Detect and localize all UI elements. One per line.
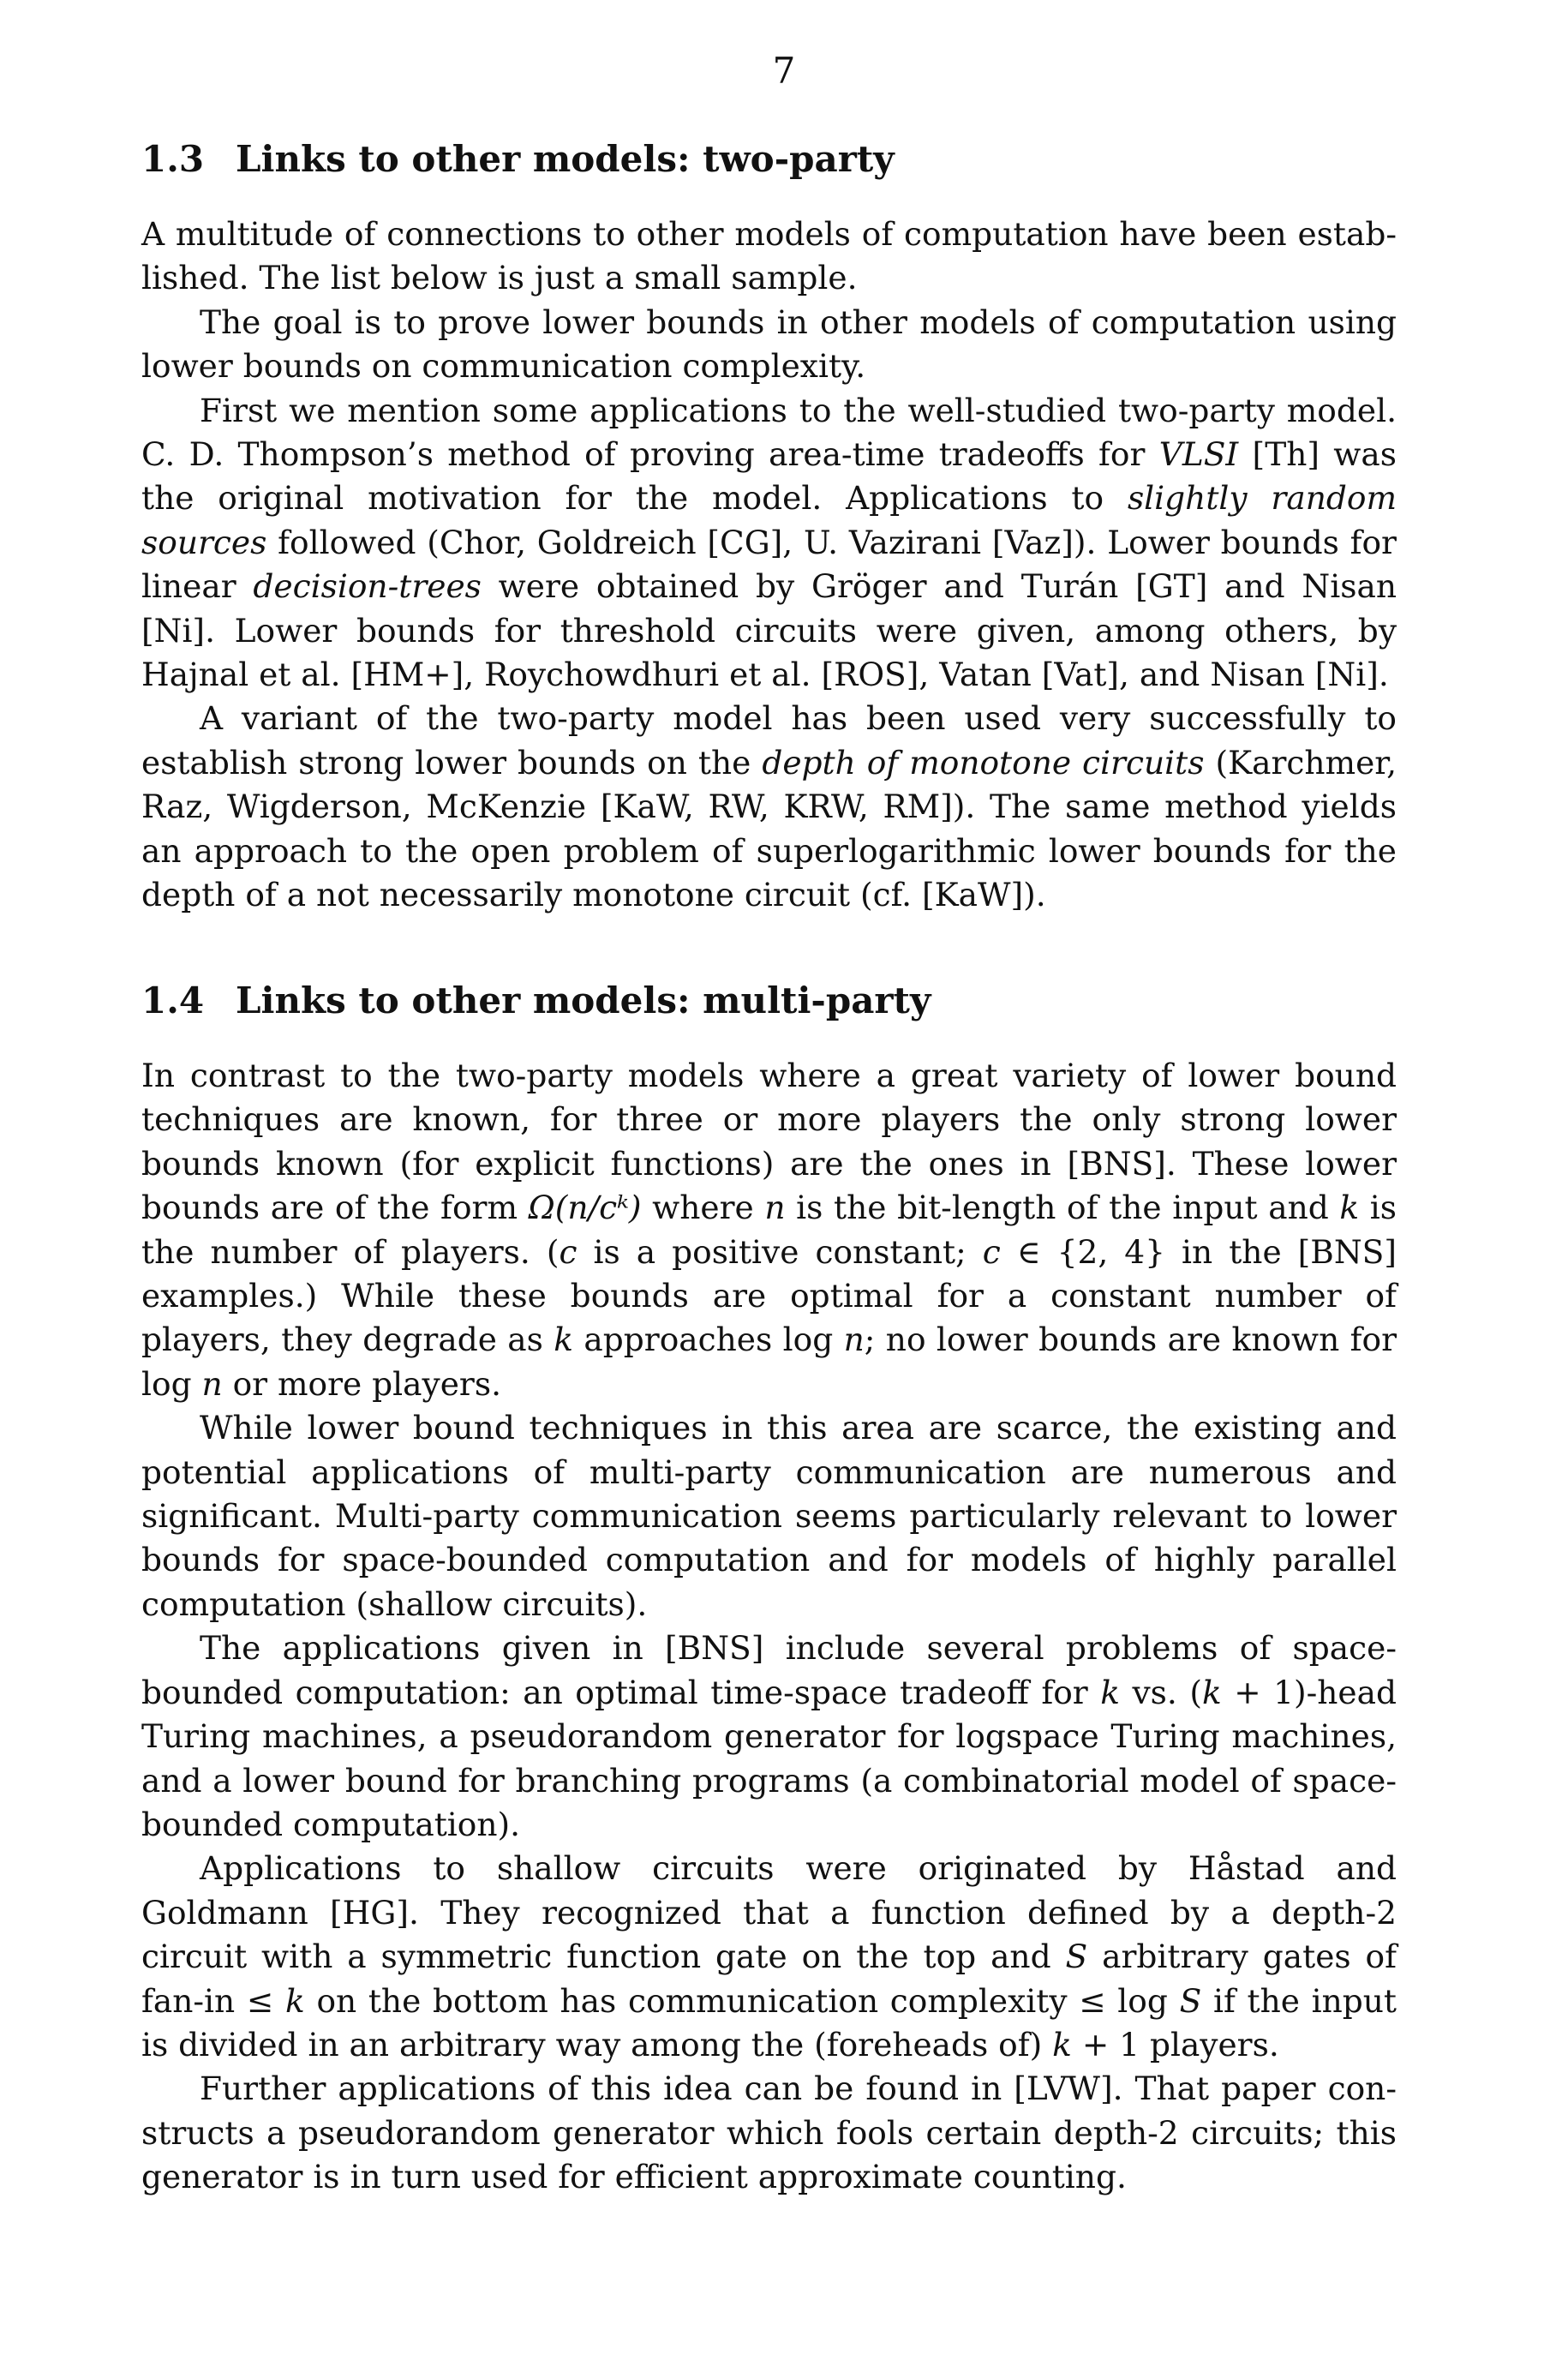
italic-text: n	[843, 1321, 865, 1359]
text-run: were obtained by Gröger and Turán [GT] and Nisan [Ni]. Lower bounds for threshold circuits were given, among others, by Hajnal et al. [HM+], Roychowdhuri et al. [ROS], Vatan [Vat], and Nisan [Ni].	[141, 567, 1397, 694]
text-run: + 1 players.	[1071, 2025, 1279, 2064]
section-body	[141, 213, 1397, 918]
text-run: A multitude of connections to other models of computation have been established. The list below is just a small sample.	[141, 215, 1397, 297]
text-run: followed (Chor, Goldreich [CG], U. Vazirani [Vaz]). Lower bounds for linear	[141, 523, 1397, 606]
section-1-4	[141, 977, 1397, 2200]
text-run: or more players.	[222, 1364, 501, 1403]
paragraph	[141, 1626, 1397, 1847]
italic-text: k	[1100, 1673, 1120, 1711]
text-run: is the bit-length of the input and	[785, 1189, 1340, 1227]
italic-text: decision-trees	[253, 567, 482, 606]
text-run: ; no lower bounds are known for log	[141, 1321, 1397, 1403]
text-run: is a positive constant;	[577, 1232, 983, 1271]
section-heading	[141, 135, 1397, 183]
text-run: First we mention some applications to the well-studied two-party model. C. D. Thompson’s method of proving area-time tradeoffs for	[141, 391, 1397, 474]
text-run: [Th] was the original motivation for the model. Applications to	[141, 435, 1397, 518]
section-heading	[141, 977, 1397, 1025]
text-run: if the input is divided in an arbitrary way among the (foreheads of)	[141, 1981, 1397, 2064]
italic-text: k	[1052, 2025, 1072, 2064]
text-run: The applications given in [BNS] include several problems of space-bounded computation: an optimal time-space tradeoff for	[141, 1629, 1397, 1711]
italic-text: c	[982, 1232, 1001, 1271]
italic-text: S	[1065, 1938, 1088, 1976]
paragraph	[141, 2067, 1397, 2199]
section-1-3	[141, 135, 1397, 918]
italic-text: slightly random sources	[141, 479, 1397, 561]
paragraph	[141, 1847, 1397, 2067]
paragraph	[141, 301, 1397, 389]
text-run: A variant of the two-party model has been used very successfully to establish strong lower bounds on the	[141, 699, 1397, 782]
italic-text: c	[559, 1232, 578, 1271]
paragraph	[141, 389, 1397, 698]
text-run: While lower bound techniques in this area are scarce, the existing and potential applications of multi-party communication are numerous and significant. Multi-party communication seems particularly relevant to lower bounds for space-bounded computation and for models of highly parallel computation (shallow circuits).	[141, 1409, 1397, 1623]
text-run: on the bottom has communication complexity ≤ log	[304, 1981, 1180, 2020]
section-body	[141, 1054, 1397, 2200]
italic-text: depth of monotone circuits	[762, 743, 1205, 782]
page-number: 7	[772, 50, 796, 92]
paragraph	[141, 1054, 1397, 1406]
text-run: is the number of players. (	[141, 1189, 1397, 1271]
text-run: Further applications of this idea can be found in [LVW]. That paper constructs a pseudorandom generator which fools certain depth-2 circuits; this generator is in turn used for efficient approximate counting.	[141, 2070, 1397, 2196]
text-run: ∈ {2, 4} in the [BNS] examples.) While these bounds are optimal for a constant number of players, they degrade as	[141, 1232, 1397, 1359]
text-run: (Karchmer, Raz, Wigderson, McKenzie [KaW, RW, KRW, RM]). The same method yields an approach to the open problem of superlogarithmic lower bounds for the depth of a not necessarily monotone circuit (cf. [KaW]).	[141, 743, 1397, 914]
text-run: arbitrary gates of fan-in ≤	[141, 1938, 1397, 2020]
italic-text: k	[1201, 1673, 1222, 1711]
italic-text: Ω(n/cᵏ)	[528, 1189, 642, 1227]
section-title: Links to other models: two-party	[236, 138, 895, 180]
text-run: Applications to shallow circuits were originated by Håstad and Goldmann [HG]. They recognized that a function defined by a depth-2 circuit with a symmetric function gate on the top and	[141, 1849, 1397, 1976]
italic-text: n	[201, 1364, 223, 1403]
section-number: 1.3	[141, 138, 205, 180]
paragraph	[141, 213, 1397, 301]
text-run: approaches log	[573, 1321, 844, 1359]
paragraph	[141, 697, 1397, 917]
italic-text: k	[285, 1981, 305, 2020]
section-title: Links to other models: multi-party	[236, 979, 931, 1021]
text-run: where	[641, 1189, 765, 1227]
paragraph	[141, 1406, 1397, 1626]
section-number: 1.4	[141, 979, 205, 1021]
text-run: In contrast to the two-party models where a great variety of lower bound techniques are known, for three or more players the only strong lower bounds known (for explicit functions) are the ones in [BNS]. These lower bounds are of the form	[141, 1057, 1397, 1227]
text-run: vs. (	[1119, 1673, 1202, 1711]
italic-text: n	[764, 1189, 786, 1227]
italic-text: k	[1339, 1189, 1360, 1227]
italic-text: S	[1179, 1981, 1202, 2020]
italic-text: k	[554, 1321, 574, 1359]
italic-text: VLSI	[1158, 435, 1239, 474]
text-run: The goal is to prove lower bounds in other models of computation using lower bounds on communication complexity.	[141, 302, 1397, 386]
text-run: + 1)-head Turing machines, a pseudorandom generator for logspace Turing machines, and a lower bound for branching programs (a combinatorial model of space-bounded computation).	[141, 1673, 1397, 1843]
